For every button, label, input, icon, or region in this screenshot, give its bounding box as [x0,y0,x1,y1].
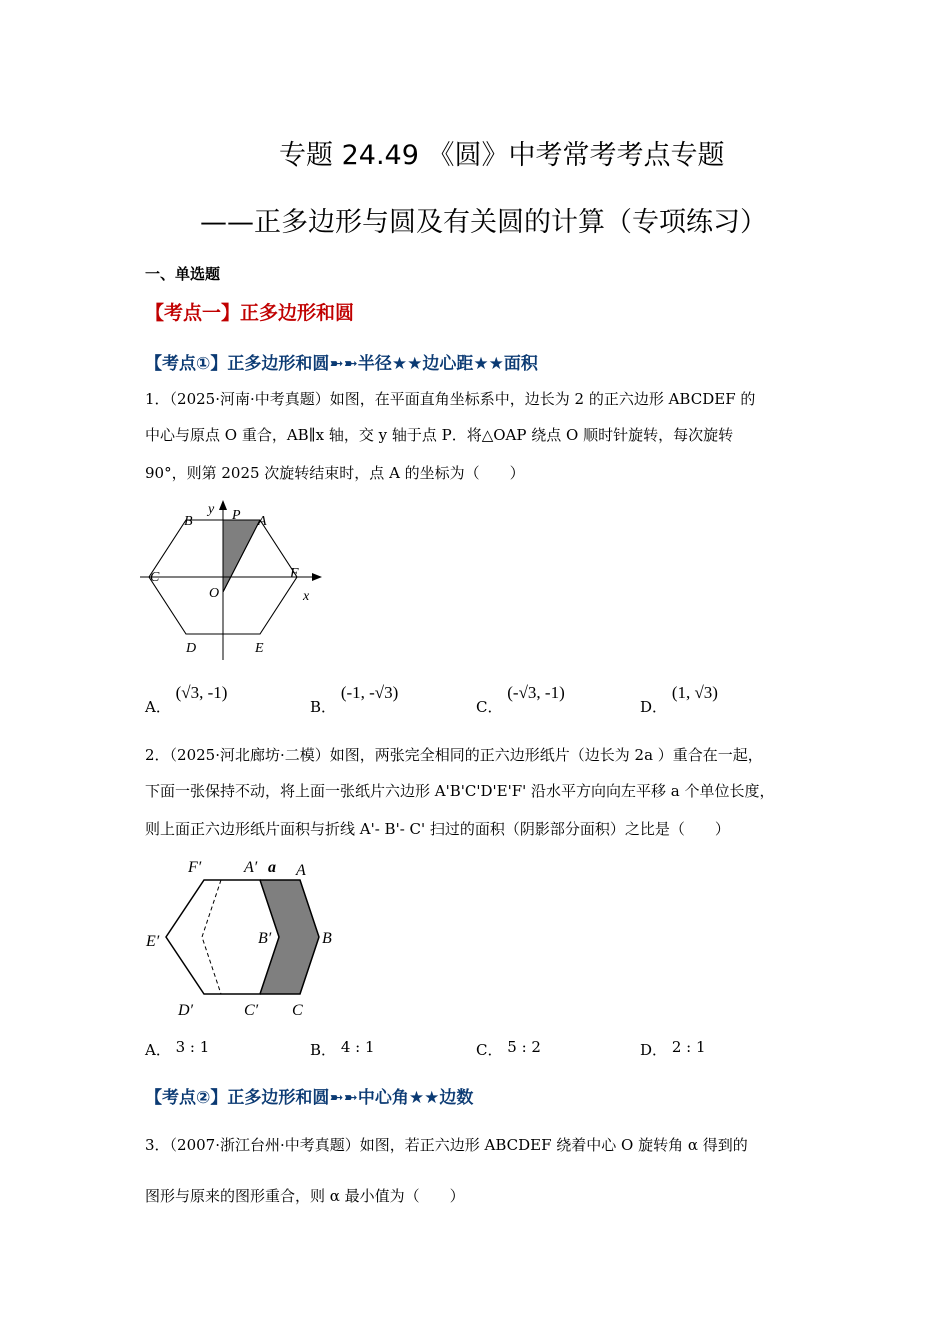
q2-hexagon-figure [140,850,350,1020]
q1-option-b-letter: B． [310,698,337,716]
q1-label-d: D [186,641,197,656]
section-heading: 一、单选题 [145,265,221,283]
q2-option-d-letter: D． [640,1041,668,1059]
q1-option-c-letter: C． [476,698,503,716]
q1-option-a[interactable] [145,682,228,716]
q2-option-b-text: 4 : 1 [340,1038,375,1056]
q2-option-c-text: 5 : 2 [507,1038,541,1056]
q1-option-b-text: (-1, -√3) [340,683,399,702]
q1-option-d[interactable] [640,682,718,716]
q1-option-a-letter: A． [145,698,171,716]
q2-label-b: B [322,930,332,947]
q1-label-b: B [184,514,193,529]
q3-text-line1: 3．（2007·浙江台州·中考真题）如图，若正六边形 ABCDEF 绕着中心 O 旋转角 α 得到的 [145,1136,748,1154]
q1-text-line2: 中心与原点 O 重合，AB∥x 轴，交 y 轴于点 P．将△OAP 绕点 O 顺时针旋转，每次旋转 [145,426,734,444]
q2-option-a-letter: A． [145,1041,171,1059]
q2-label-e1: E′ [146,933,160,950]
q1-option-c-text: (-√3, -1) [507,683,565,702]
q1-x-arrow [312,573,322,581]
q1-text-line1: 1．（2025·河南·中考真题）如图，在平面直角坐标系中，边长为 2 的正六边形 ABCDEF 的 [145,390,756,408]
q2-option-b-letter: B． [310,1041,337,1059]
q3-text-line2: 图形与原来的图形重合，则 α 最小值为（ ） [145,1187,465,1205]
q2-option-a[interactable] [145,1036,209,1057]
q1-option-d-letter: D． [640,698,668,716]
q1-label-f: F [290,566,299,581]
q2-label-c1: C′ [244,1002,259,1019]
q2-label-a1: A′ [244,859,258,876]
q2-label-d1: D′ [178,1002,194,1019]
q2-option-d-text: 2 : 1 [671,1038,706,1056]
q1-option-c[interactable] [476,682,565,716]
q2-label-f1: F′ [188,859,202,876]
q2-label-a: A [296,862,306,879]
q1-label-e: E [255,641,264,656]
q2-dashed-edge [202,880,221,994]
q2-option-d[interactable] [640,1036,706,1057]
q1-label-c: C [150,570,160,585]
q1-y-arrow [219,500,227,510]
subtopic-heading-1: 【考点①】正多边形和圆➼➼半径★★边心距★★面积 [145,354,538,374]
q2-label-b1: B′ [258,930,272,947]
q1-hexagon-figure [140,495,330,665]
q1-label-y: y [208,502,215,517]
q1-label-p: P [232,508,241,523]
q2-option-b[interactable] [310,1036,375,1057]
q1-label-x: x [303,589,310,604]
q2-text-line1: 2．（2025·河北廊坊·二模）如图，两张完全相同的正六边形纸片（边长为 2a ）重合在一起， [145,746,763,764]
subtopic-heading-2: 【考点②】正多边形和圆➼➼中心角★★边数 [145,1088,474,1108]
q1-label-o: O [209,586,220,601]
q2-option-c-letter: C． [476,1041,503,1059]
q1-option-a-text: (√3, -1) [175,683,228,702]
doc-title-line2: ——正多边形与圆及有关圆的计算（专项练习） [200,207,767,238]
q2-text-line3: 则上面正六边形纸片面积与折线 A'- B'- C' 扫过的面积（阴影部分面积）之比是（ ） [145,820,730,838]
doc-title-line1: 专题 24.49 《圆》中考常考考点专题 [279,140,725,171]
q1-label-a: A [258,514,267,529]
q2-text-line2: 下面一张保持不动，将上面一张纸片六边形 A'B'C'D'E'F' 沿水平方向向左平移 a 个单位长度， [145,782,775,800]
q2-option-a-text: 3 : 1 [175,1038,210,1056]
q1-text-line3: 90°，则第 2025 次旋转结束时，点 A 的坐标为（ ） [145,464,525,482]
q2-label-c: C [292,1002,303,1019]
q2-option-c[interactable] [476,1036,541,1057]
q1-option-d-text: (1, √3) [671,683,718,702]
q1-option-b[interactable] [310,682,399,716]
q2-label-a-small: a [268,859,276,876]
topic-heading-1: 【考点一】正多边形和圆 [145,302,355,324]
